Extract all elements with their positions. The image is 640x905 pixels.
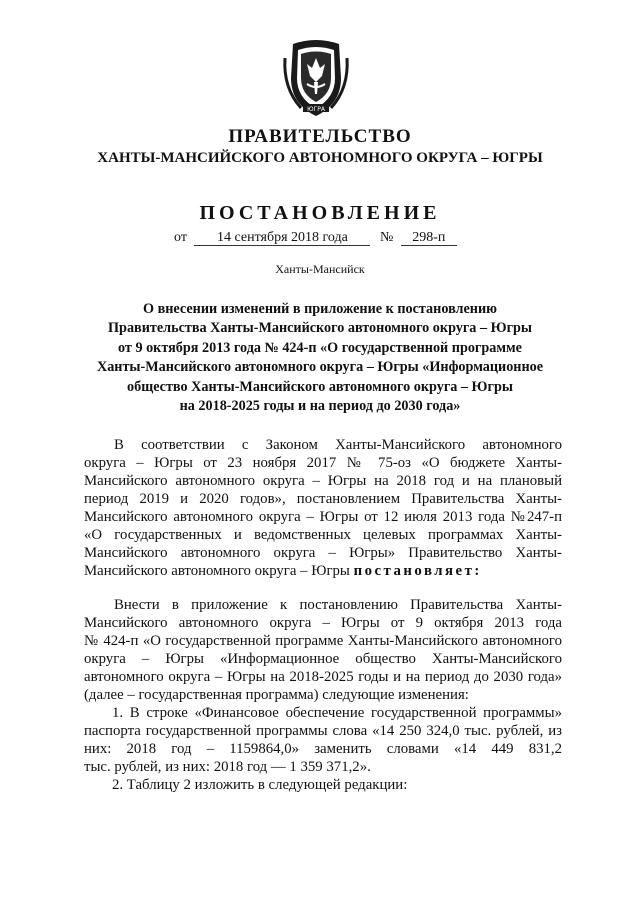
document-type: ПОСТАНОВЛЕНИЕ	[199, 202, 441, 224]
region-title: ХАНТЫ-МАНСИЙСКОГО АВТОНОМНОГО ОКРУГА – ЮГРЫ	[97, 150, 543, 166]
preamble-last-text: Мансийского автономного округа – Югры	[84, 563, 350, 579]
paragraph-line: Мансийского автономного округа – Югры» Правительство Ханты-	[84, 545, 562, 561]
number-prefix: №	[379, 230, 394, 245]
document-number: 298-п	[401, 230, 457, 246]
paragraph-line: В соответствии с Законом Ханты-Мансийского автономного	[114, 437, 562, 453]
paragraph-line: Мансийского автономного округа – Югры от 12 июля 2013 года №247-п	[84, 509, 562, 525]
paragraph-line: тыс. рублей, из них: 2018 год — 1 359 371,2».	[84, 759, 371, 775]
paragraph-line	[84, 562, 562, 580]
paragraph-line: 1. В строке «Финансовое обеспечение государственной программы»	[112, 705, 562, 721]
resolution-paragraph	[84, 596, 562, 794]
paragraph-line: округа – Югры «Информационное общество Ханты-Мансийского	[84, 651, 562, 667]
city-name: Ханты-Мансийск	[275, 262, 365, 276]
paragraph-line: период 2019 и 2020 годов», постановлением Правительства Ханты-	[84, 491, 562, 507]
paragraph-line: Мансийского автономного округа – Югры от 9 октября 2013 года	[84, 615, 562, 631]
document-subject	[60, 300, 580, 416]
paragraph-line: автономного округа – Югры на 2018-2025 годы и на период до 2030 года»	[84, 669, 562, 685]
subject-line: О внесении изменений в приложение к постановлению	[142, 301, 497, 317]
coat-of-arms-icon	[281, 38, 351, 118]
document-date: 14 сентября 2018 года	[194, 230, 370, 246]
date-number-line	[174, 230, 457, 246]
subject-line: Правительства Ханты-Мансийского автономного округа – Югры	[108, 320, 532, 337]
paragraph-line: № 424-п «О государственной программе Ханты-Мансийского автономного	[84, 633, 562, 649]
paragraph-line: Мансийского автономного округа – Югры на 2018 год и на плановый	[84, 473, 562, 489]
subject-line: на 2018-2025 годы и на период до 2030 года»	[179, 398, 461, 415]
subject-line: общество Ханты-Мансийского автономного округа – Югры	[127, 378, 513, 395]
date-prefix: от	[174, 230, 187, 245]
paragraph-line: 2. Таблицу 2 изложить в следующей редакции:	[112, 777, 408, 793]
subject-line: Ханты-Мансийского автономного округа – Югры «Информационное	[96, 359, 544, 376]
paragraph-line: (далее – государственная программа) следующие изменения:	[84, 687, 469, 703]
preamble-paragraph	[84, 436, 562, 580]
paragraph-line: них: 2018 год – 1159864,0» заменить словами «14 449 831,2	[84, 741, 562, 757]
subject-line: от 9 октября 2013 года № 424-п «О государственной программе	[118, 339, 522, 356]
emblem-label: ЮГРА	[307, 106, 325, 113]
decree-word: постановляет:	[353, 563, 482, 579]
paragraph-line: Внести в приложение к постановлению Правительства Ханты-	[114, 597, 562, 613]
paragraph-line: «О государственных и ведомственных целевых программах Ханты-	[84, 527, 562, 543]
paragraph-line: округа – Югры от 23 ноября 2017 № 75-оз «О бюджете Ханты-	[84, 455, 562, 471]
government-title: ПРАВИТЕЛЬСТВО	[228, 126, 412, 147]
paragraph-line: паспорта государственной программы слова «14 250 324,0 тыс. рублей, из	[84, 723, 562, 739]
